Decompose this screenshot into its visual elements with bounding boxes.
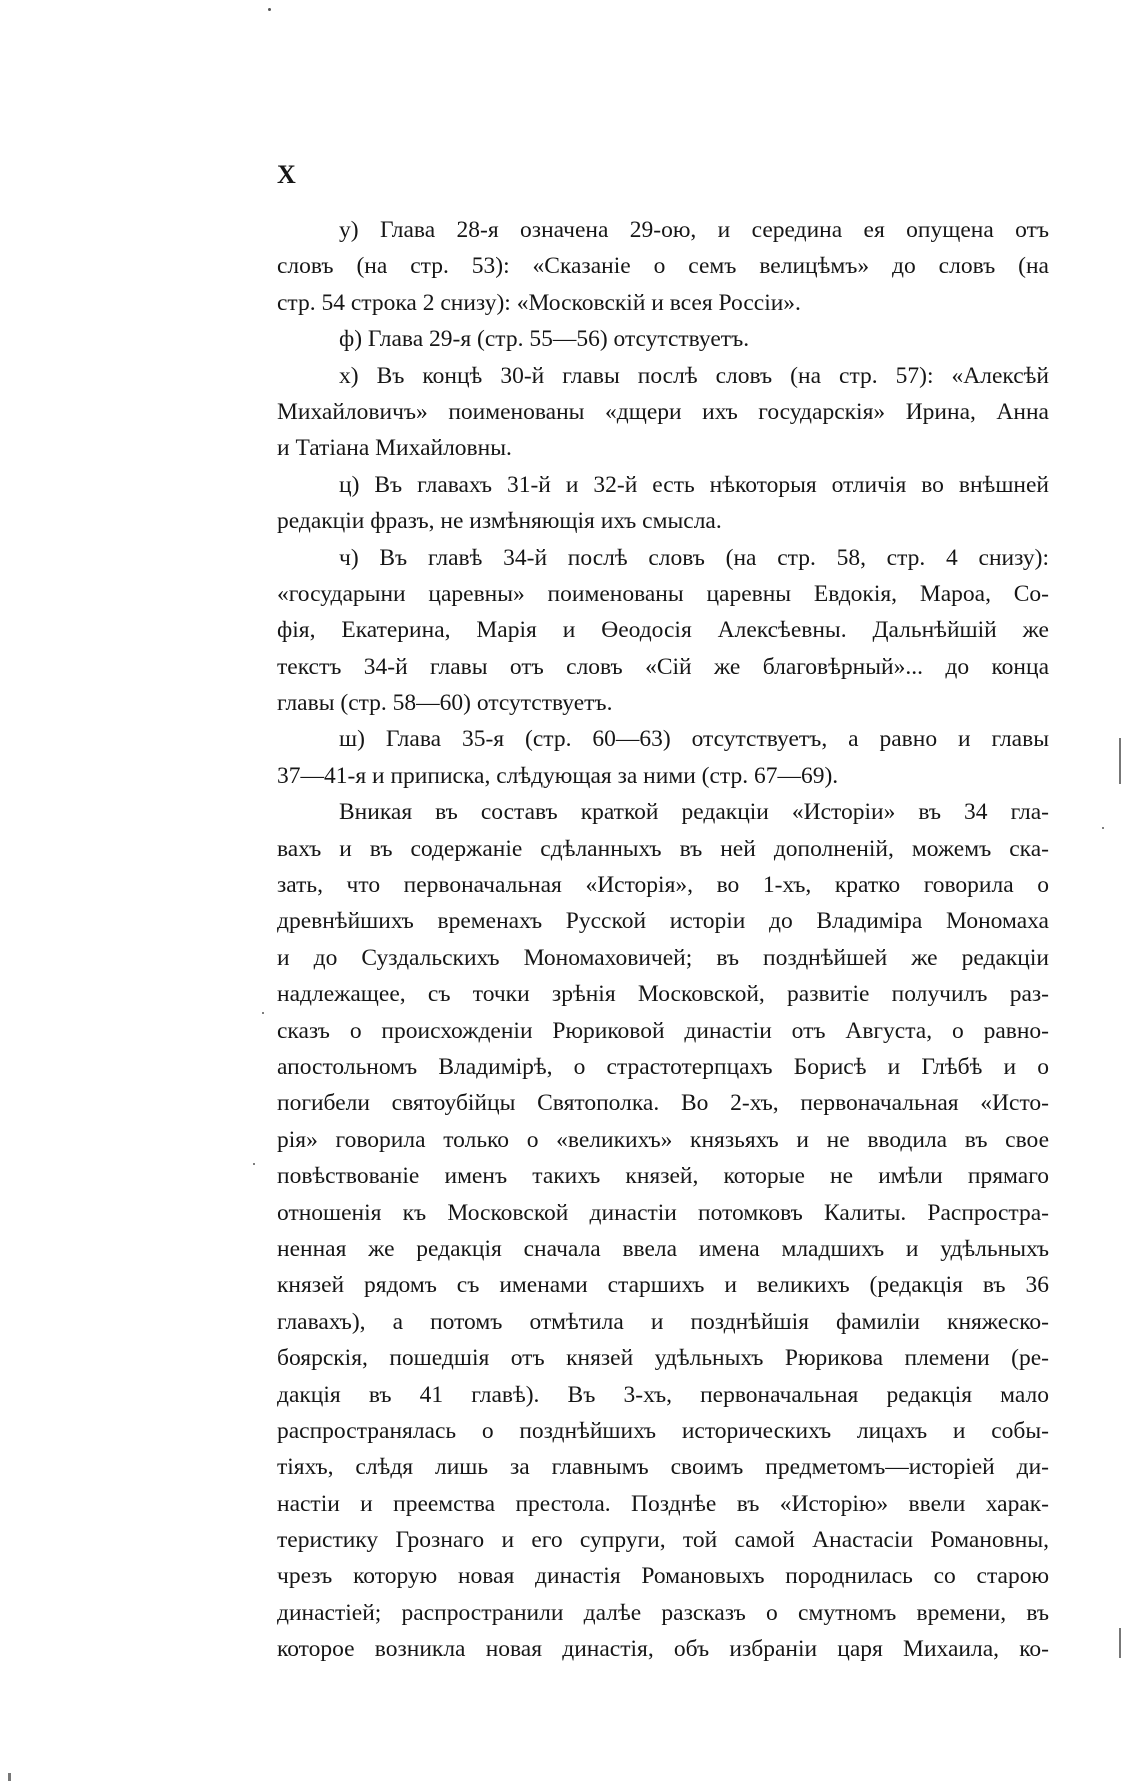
text-line: тіяхъ, слѣдя лишь за главнымъ своимъ предметомъ—исторіей ди- (277, 1454, 1049, 1481)
text-line: династіей; распространили далѣе разсказъ о смутномъ времени, въ (277, 1599, 1049, 1626)
text-line: «государыни царевны» поименованы царевны Евдокія, Мароа, Со- (277, 580, 1049, 607)
scan-mark (8, 1773, 11, 1781)
text-line: ненная же редакція сначала ввела имена младшихъ и удѣльныхъ (277, 1235, 1049, 1262)
text-line: ф) Глава 29-я (стр. 55—56) отсутствуетъ. (339, 326, 750, 353)
text-line: у) Глава 28-я означена 29-ою, и середина ея опущена отъ (339, 217, 1049, 243)
text-line: редакціи фразъ, не измѣняющія ихъ смысла. (277, 508, 722, 535)
scan-speck (268, 8, 271, 11)
text-line: главы (стр. 58—60) отсутствуетъ. (277, 690, 613, 717)
text-line: чрезъ которую новая династія Романовыхъ породнилась со старою (277, 1563, 1049, 1590)
text-line: теристику Грознаго и его супруги, той самой Анастасіи Романовны, (277, 1527, 1049, 1554)
text-line: князей рядомъ съ именами старшихъ и великихъ (редакція въ 36 (277, 1272, 1049, 1299)
text-line: и Татіана Михайловны. (277, 435, 512, 462)
text-line: Вникая въ составъ краткой редакціи «Исторіи» въ 34 гла- (339, 799, 1049, 826)
text-line: настіи и преемства престола. Позднѣе въ «Исторію» ввели харак- (277, 1490, 1049, 1517)
scan-speck (253, 1163, 255, 1165)
text-line: ч) Въ главѣ 34-й послѣ словъ (на стр. 58, стр. 4 снизу): (339, 544, 1049, 571)
text-line: Михайловичъ» поименованы «дщери ихъ государскія» Ирина, Анна (277, 398, 1049, 425)
body-text (277, 212, 1049, 1668)
text-line: ц) Въ главахъ 31-й и 32-й есть нѣкоторыя отличія во внѣшней (339, 471, 1049, 498)
text-line: отношенія къ Московской династіи потомковъ Калиты. Распростра- (277, 1199, 1049, 1226)
text-line: дакція въ 41 главѣ). Въ 3-хъ, первоначальная редакція мало (277, 1381, 1049, 1408)
text-line: х) Въ концѣ 30-й главы послѣ словъ (на стр. 57): «Алексѣй (339, 362, 1049, 389)
text-line: повѣствованіе именъ такихъ князей, которые не имѣли прямаго (277, 1163, 1049, 1190)
text-line: текстъ 34-й главы отъ словъ «Сій же благовѣрный»... до конца (277, 653, 1049, 680)
text-line: которое возникла новая династія, объ избраніи царя Михаила, ко- (277, 1636, 1049, 1663)
text-line: распространялась о позднѣйшихъ историческихъ лицахъ и собы- (277, 1417, 1049, 1444)
text-line: сказъ о происхожденіи Рюриковой династіи отъ Августа, о равно- (277, 1017, 1049, 1044)
scan-speck (262, 1012, 264, 1014)
text-line: древнѣйшихъ временахъ Русской исторіи до Владиміра Мономаха (277, 908, 1049, 935)
text-line: рія» говорила только о «великихъ» князьяхъ и не вводила въ свое (277, 1126, 1049, 1153)
text-line: и до Суздальскихъ Мономаховичей; въ позднѣйшей же редакціи (277, 944, 1049, 971)
text-line: фія, Екатерина, Марія и Өеодосія Алексѣевны. Дальнѣйшій же (277, 617, 1049, 644)
text-line: ш) Глава 35-я (стр. 60—63) отсутствуетъ, а равно и главы (339, 726, 1049, 753)
text-line: словъ (на стр. 53): «Сказаніе о семъ велицѣмъ» до словъ (на (277, 253, 1049, 280)
scan-speck (1102, 827, 1104, 829)
scan-mark (1119, 738, 1121, 784)
text-line: погибели святоубійцы Святополка. Во 2-хъ, первоначальная «Исто- (277, 1090, 1049, 1117)
text-line: надлежащее, съ точки зрѣнія Московской, развитіе получилъ раз- (277, 981, 1049, 1008)
scan-mark (1119, 1628, 1121, 1658)
text-line: боярскія, пошедшія отъ князей удѣльныхъ Рюрикова племени (ре- (277, 1345, 1049, 1372)
page-number: X (277, 160, 296, 189)
text-line: зать, что первоначальная «Исторія», во 1-хъ, кратко говорила о (277, 872, 1049, 899)
text-line: вахъ и въ содержаніе сдѣланныхъ въ ней дополненій, можемъ ска- (277, 835, 1049, 862)
text-line: апостольномъ Владимірѣ, о страстотерпцахъ Борисѣ и Глѣбѣ и о (277, 1053, 1049, 1080)
text-line: стр. 54 строка 2 снизу): «Московскій и всея Россіи». (277, 289, 801, 316)
text-line: 37—41-я и приписка, слѣдующая за ними (стр. 67—69). (277, 762, 839, 789)
text-line: главахъ), а потомъ отмѣтила и позднѣйшія фамиліи княжеско- (277, 1308, 1049, 1335)
